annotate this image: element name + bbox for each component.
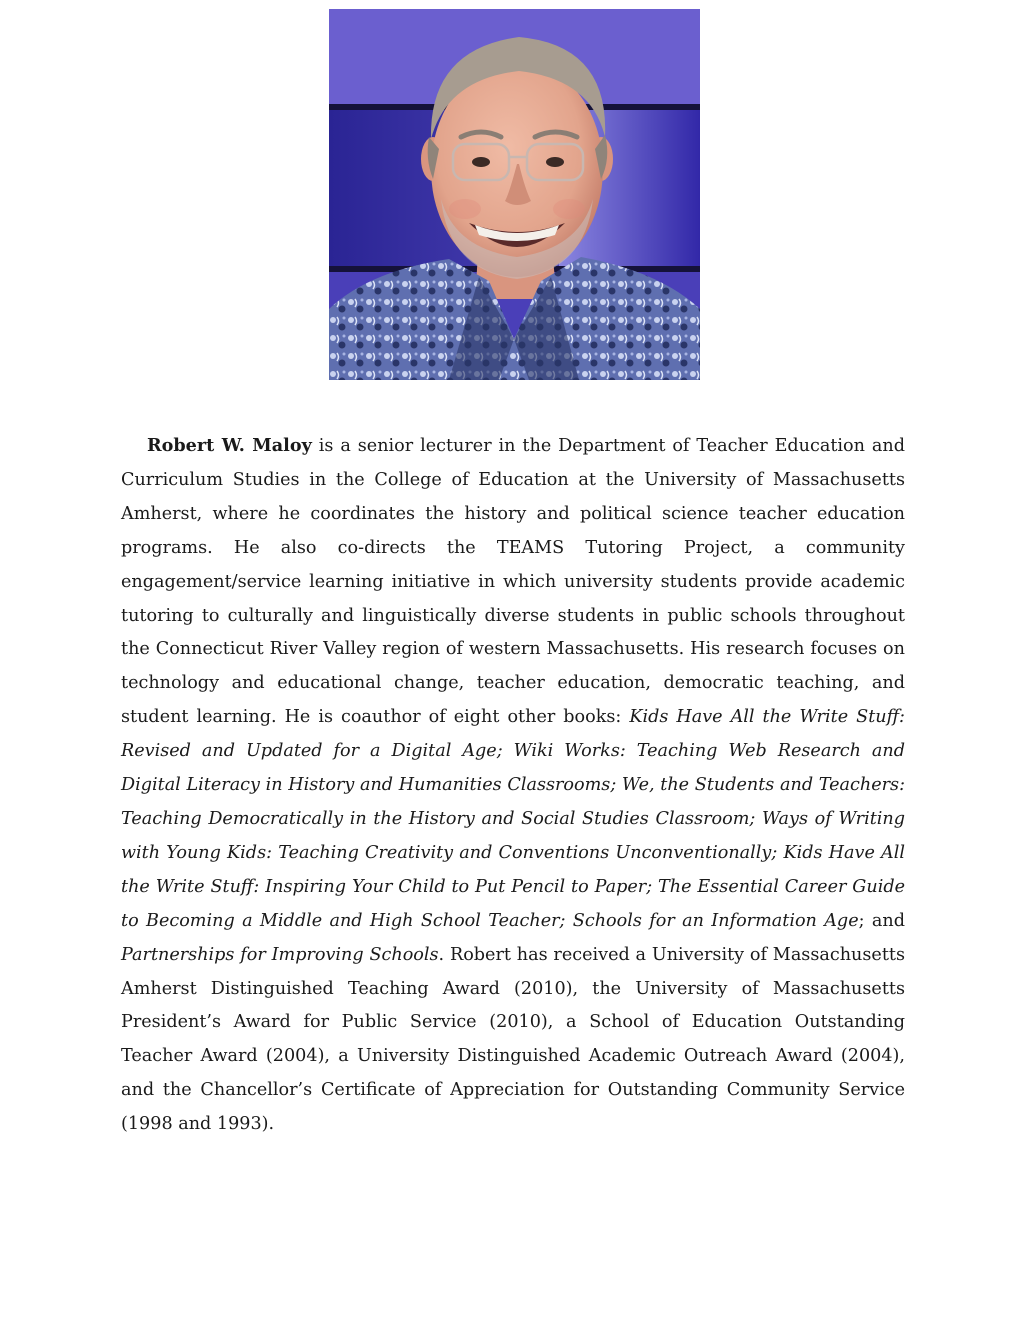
- author-portrait-icon: [329, 9, 700, 380]
- bio-intro-text: is a senior lecturer in the Department of Teacher Education and Curriculum Studies in the College of Education at the University of Massachusetts Amherst, where he coordinates the history and political science teacher education programs. He also co-directs the TEAMS Tutoring Project, a community engagement/service learning initiative in which university students provide academic tutoring to culturally and linguistically diverse students in public schools throughout the Connecticut River Valley region of western Massachusetts. His research focuses on technology and educational change, teacher education, democratic teaching, and student learning. He is coauthor of eight other books:: [121, 436, 905, 728]
- author-portrait: [329, 9, 700, 380]
- author-bio-paragraph: [121, 429, 905, 1142]
- last-book-title: Partnerships for Improving Schools: [121, 944, 439, 965]
- bio-connector-text: ; and: [858, 910, 905, 931]
- author-name: Robert W. Maloy: [147, 435, 312, 456]
- bio-awards-text: . Robert has received a University of Massachusetts Amherst Distinguished Teaching Award (2010), the University of Massachusetts President’s Award for Public Service (2010), a School of Education Outstanding Teacher Award (2004), a University Distinguished Academic Outreach Award (2004), and the Chancellor’s Certificate of Appreciation for Outstanding Community Service (1998 and 1993).: [121, 944, 905, 1135]
- book-titles-list: Kids Have All the Write Stuff: Revised and Updated for a Digital Age; Wiki Works: Teaching Web Research and Digital Literacy in History and Humanities Classrooms; We, the Students and Teachers: Teaching Democratically in the History and Social Studies Classroom; Ways of Writing with Young Kids: Teaching Creativity and Conventions Unconventionally; Kids Have All the Write Stuff: Inspiring Your Child to Put Pencil to Paper; The Essential Career Guide to Becoming a Middle and High School Teacher; Schools for an Information Age: [121, 707, 905, 931]
